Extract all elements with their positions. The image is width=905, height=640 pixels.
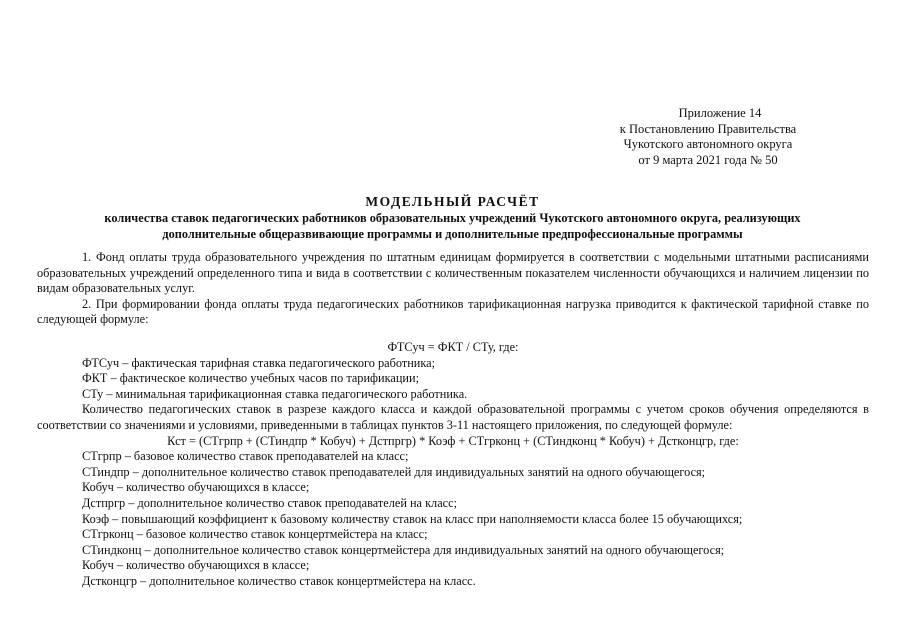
formula-rate-count: Кст = (СТгрпр + (СТиндпр * Кобуч) + Дстпргр) * Коэф + СТгрконц + (СТиндконц * Кобуч) + Дстконцгр, где: — [167, 433, 739, 448]
paragraph-2: 2. При формировании фонда оплаты труда педагогических работников тарификационная нагрузка приводится к фактической тарифной ставке по следующей формуле: — [37, 296, 869, 327]
document-title-block — [60, 194, 845, 242]
appendix-region: Чукотского автономного округа — [623, 137, 793, 151]
document-body — [37, 250, 869, 589]
document-subtitle-line-1: количества ставок педагогических работников образовательных учреждений Чукотского автономного округа, реализующих — [104, 211, 801, 225]
definition-item: Дстконцгр – дополнительное количество ставок концертмейстера на класс. — [82, 573, 476, 588]
definition-item: СТиндпр – дополнительное количество ставок преподавателей для индивидуальных занятий на одного обучающегося; — [82, 464, 706, 479]
paragraph-3: Количество педагогических ставок в разрезе каждого класса и каждой образовательной программы с учетом сроков обучения определяются в соответствии со значениями и условиями, приведенными в таблицах пунктов 3-11 настоящего приложения, по следующей формуле: — [37, 402, 869, 432]
paragraph-1: 1. Фонд оплаты труда образовательного учреждения по штатным единицам формируется в соответствии с модельными штатными расписаниями образовательных учреждений определенного типа и вида в соответствии с количественным показателем численности обучающихся и наличием лицензии по видам образовательных услуг. — [37, 250, 869, 296]
definition-item: Кобуч – количество обучающихся в классе; — [82, 558, 310, 573]
document-subtitle-line-2: дополнительные общеразвивающие программы и дополнительные предпрофессиональные программы — [162, 227, 743, 241]
definition-item: Дстпргр – дополнительное количество ставок преподавателей на класс; — [82, 495, 457, 510]
definition-item: Коэф – повышающий коэффициент к базовому количеству ставок на класс при наполняемости класса более 15 обучающихся; — [82, 511, 743, 526]
appendix-resolution: к Постановлению Правительства — [619, 121, 797, 136]
definition-item: СТгрпр – базовое количество ставок преподавателей на класс; — [82, 449, 409, 464]
definition-item: СТиндконц – дополнительное количество ставок концертмейстера для индивидуальных занятий на одного обучающегося; — [82, 542, 725, 557]
appendix-date: от 9 марта 2021 года № 50 — [638, 152, 778, 167]
definition-item: ФКТ – фактическое количество учебных часов по тарификации; — [82, 371, 419, 386]
definition-item: СТгрконц – базовое количество ставок концертмейстера на класс; — [82, 527, 428, 542]
definition-item: СТу – минимальная тарификационная ставка педагогического работника. — [82, 386, 468, 401]
definition-item: Кобуч – количество обучающихся в классе; — [82, 480, 310, 495]
definition-item: ФТСуч – фактическая тарифная ставка педагогического работника; — [82, 355, 436, 370]
formula-tariff-rate: ФТСуч = ФКТ / СТу, где: — [387, 339, 519, 354]
appendix-header — [578, 106, 838, 168]
appendix-number: Приложение 14 — [678, 106, 762, 120]
document-title: МОДЕЛЬНЫЙ РАСЧЁТ — [365, 194, 540, 209]
